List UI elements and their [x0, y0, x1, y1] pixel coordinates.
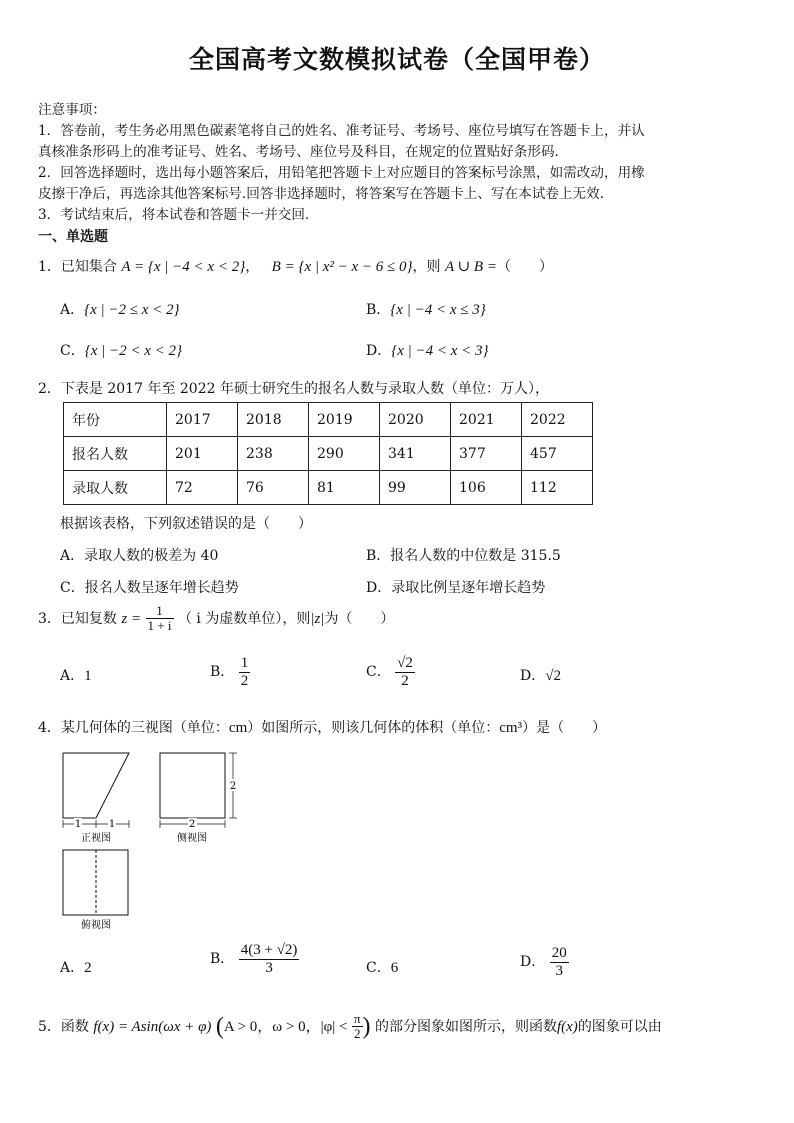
- fraction-numerator: 1: [240, 655, 249, 671]
- fraction-numerator: π: [353, 1011, 361, 1026]
- table-cell: 报名人数: [64, 437, 167, 471]
- table-row: [64, 437, 593, 471]
- table-cell: 290: [309, 437, 380, 471]
- page-title: 全国高考文数模拟试卷（全国甲卷）: [188, 45, 605, 74]
- table-cell: 2021: [451, 403, 522, 437]
- question-3: [38, 604, 394, 634]
- table-cell: 录取人数: [64, 471, 167, 505]
- option-text: {x | −2 < x < 2}: [84, 343, 183, 359]
- option-label: D．: [366, 343, 392, 359]
- option-label: C．: [60, 343, 85, 359]
- table-cell: 2022: [522, 403, 593, 437]
- question-stem: （ i 为虚数单位），则: [177, 610, 311, 627]
- three-view-figure: [55, 745, 255, 935]
- question-1: [38, 256, 553, 276]
- notice-block: [38, 100, 768, 226]
- table-cell: 106: [451, 471, 522, 505]
- option-b[interactable]: [366, 545, 561, 565]
- option-label: C．: [366, 664, 391, 680]
- question-stem: 函数: [60, 1018, 89, 1035]
- option-a[interactable]: [60, 957, 92, 977]
- table-cell: 238: [238, 437, 309, 471]
- set-b: B = {x | x² − x − 6 ≤ 0}: [271, 259, 413, 275]
- option-label: C．: [366, 960, 391, 976]
- fraction: [239, 655, 251, 689]
- option-d[interactable]: [520, 945, 569, 979]
- front-dim-b: 1: [108, 819, 116, 830]
- question-stem: ，则: [412, 259, 441, 275]
- option-c[interactable]: [60, 340, 182, 360]
- notice-heading: 注意事项：: [38, 102, 106, 118]
- table-cell: 377: [451, 437, 522, 471]
- fraction-denominator: 2: [353, 1026, 361, 1042]
- option-d[interactable]: [366, 340, 489, 360]
- set-a: A = {x | −4 < x < 2}: [121, 259, 246, 275]
- option-label: A．: [60, 668, 85, 684]
- option-label: B．: [210, 951, 235, 967]
- option-label: C．: [60, 580, 85, 596]
- fraction-numerator: √2: [397, 655, 413, 671]
- option-c[interactable]: [366, 655, 415, 689]
- answer-paren: （ ）: [496, 259, 553, 275]
- notice-line: 1．答卷前，考生务必用黑色碳素笔将自己的姓名、准考证号、考场号、座位号填写在答题卡上，并认: [38, 123, 645, 139]
- option-a[interactable]: [60, 665, 92, 685]
- fraction-denominator: 3: [555, 962, 563, 979]
- option-c[interactable]: [60, 577, 239, 597]
- separator: ，: [245, 259, 260, 275]
- table-cell: 81: [309, 471, 380, 505]
- table-cell: 2017: [167, 403, 238, 437]
- side-dim-w: 2: [188, 819, 196, 830]
- fraction-denominator: 3: [265, 959, 273, 976]
- table-cell: 年份: [64, 403, 167, 437]
- side-dim-h: 2: [229, 781, 237, 792]
- notice-line: 皮擦干净后，再选涂其他答案标号.回答非选择题时，将答案写在答题卡上、写在本试卷上无效.: [38, 186, 604, 202]
- function-name: f(x): [556, 1018, 578, 1035]
- section-heading: 一、单选题: [38, 229, 108, 245]
- option-c[interactable]: [366, 957, 398, 977]
- table-cell: 2019: [309, 403, 380, 437]
- option-label: B．: [366, 302, 391, 318]
- question-stem: ）如图所示，则该几何体的体积（单位：: [247, 720, 500, 736]
- question-2: [38, 378, 549, 398]
- question-2-follow: 根据该表格，下列叙述错误的是（ ）: [60, 516, 312, 532]
- question-stem: 已知复数: [60, 610, 117, 627]
- question-4: [38, 717, 606, 737]
- option-label: A．: [60, 960, 85, 976]
- option-text: 1: [84, 668, 92, 684]
- side-view-label: 侧视图: [177, 833, 207, 844]
- option-d[interactable]: [366, 577, 545, 597]
- unit: cm³: [499, 720, 523, 736]
- fraction: [146, 604, 174, 634]
- unit: cm: [228, 720, 248, 736]
- table-cell: 72: [167, 471, 238, 505]
- paren-open: (: [215, 1013, 224, 1040]
- option-label: B．: [210, 664, 235, 680]
- option-b[interactable]: [210, 942, 299, 976]
- paren-close: ): [362, 1013, 371, 1040]
- top-view: [63, 850, 128, 931]
- fraction-denominator: 1 + i: [147, 618, 172, 634]
- table-cell: 76: [238, 471, 309, 505]
- question-stem: 某几何体的三视图（单位：: [60, 720, 229, 736]
- notice-line: 2．回答选择题时，选出每小题答案后，用铅笔把答题卡上对应题目的答案标号涂黑，如需改动，用橡: [38, 165, 645, 181]
- fraction: [239, 942, 300, 976]
- condition: A > 0，ω > 0，|φ| <: [223, 1018, 348, 1035]
- fraction: [352, 1012, 363, 1042]
- option-text: {x | −4 < x < 3}: [391, 343, 489, 359]
- question-stem: 的部分图象如图所示，则函数: [374, 1018, 557, 1035]
- z-label: z =: [121, 610, 142, 627]
- front-view-label: 正视图: [81, 833, 111, 844]
- notice-line: 真核准条形码上的准考证号、姓名、考场号、座位号及科目，在规定的位置贴好条形码.: [38, 144, 559, 160]
- fraction-numerator: 4(3 + √2): [240, 942, 298, 958]
- front-view: [63, 753, 129, 844]
- fraction-numerator: 20: [551, 945, 567, 961]
- option-label: B．: [366, 548, 391, 564]
- table-cell: 201: [167, 437, 238, 471]
- option-text: 6: [390, 960, 399, 976]
- option-label: A．: [60, 302, 85, 318]
- option-b[interactable]: [210, 655, 250, 689]
- option-b[interactable]: [366, 299, 486, 319]
- question-stem: 的图象可以由: [577, 1018, 662, 1035]
- option-text: 报名人数的中位数是 315.5: [390, 548, 561, 564]
- fraction-numerator: 1: [146, 604, 174, 619]
- table-cell: 341: [380, 437, 451, 471]
- fraction-denominator: 2: [240, 672, 249, 689]
- table-cell: 112: [522, 471, 593, 505]
- fraction: [550, 945, 569, 979]
- table-cell: 457: [522, 437, 593, 471]
- option-text: 2: [84, 960, 92, 976]
- abs-z: |z|: [310, 610, 325, 627]
- table-cell: 2020: [380, 403, 451, 437]
- question-number: 2．: [38, 381, 61, 397]
- question-number: 5．: [38, 1018, 61, 1035]
- question-5: [38, 1012, 662, 1042]
- table-row: [64, 403, 593, 437]
- top-view-label: 俯视图: [81, 920, 111, 931]
- question-stem: ）是（ ）: [522, 720, 607, 736]
- side-view: [160, 753, 238, 844]
- table-row: [64, 471, 593, 505]
- union-expression: A ∪ B =: [444, 259, 497, 275]
- option-text: 报名人数呈逐年增长趋势: [84, 580, 239, 596]
- question-number: 3．: [38, 610, 61, 627]
- option-label: D．: [520, 954, 546, 970]
- question-stem: 为（ ）: [324, 610, 395, 627]
- notice-line: 3．考试结束后，将本试卷和答题卡一并交回.: [38, 207, 310, 223]
- option-text: 录取比例呈逐年增长趋势: [391, 580, 546, 596]
- front-dim-a: 1: [74, 819, 82, 830]
- question-stem: 下表是 2017 年至 2022 年硕士研究生的报名人数与录取人数（单位：万人），: [60, 381, 549, 397]
- option-a[interactable]: [60, 299, 180, 319]
- fraction: [395, 655, 415, 689]
- question-stem: 已知集合: [60, 259, 117, 275]
- option-a[interactable]: [60, 545, 218, 565]
- option-text: √2: [545, 668, 561, 684]
- fraction-denominator: 2: [401, 672, 409, 689]
- question-number: 4．: [38, 720, 61, 736]
- data-table: [63, 402, 593, 505]
- option-label: A．: [60, 548, 85, 564]
- table-cell: 2018: [238, 403, 309, 437]
- function-expression: f(x) = Asin(ωx + φ): [93, 1018, 212, 1035]
- option-text: {x | −4 < x ≤ 3}: [390, 302, 486, 318]
- table-cell: 99: [380, 471, 451, 505]
- option-label: D．: [520, 668, 546, 684]
- option-label: D．: [366, 580, 392, 596]
- option-text: 录取人数的极差为 40: [84, 548, 219, 564]
- option-d[interactable]: [520, 665, 561, 685]
- question-number: 1．: [38, 259, 61, 275]
- option-text: {x | −2 ≤ x < 2}: [84, 302, 180, 318]
